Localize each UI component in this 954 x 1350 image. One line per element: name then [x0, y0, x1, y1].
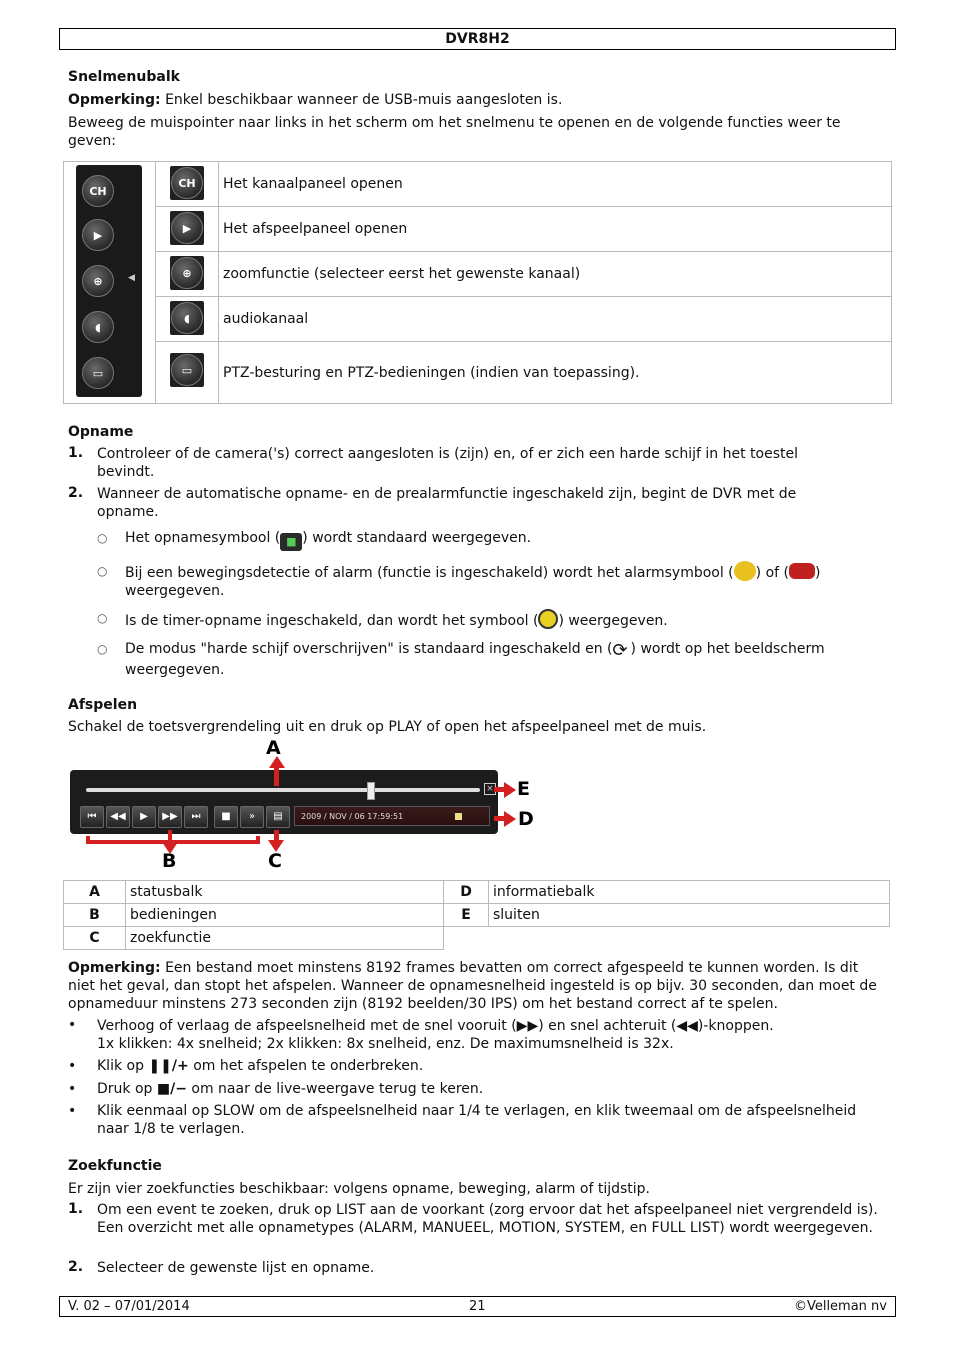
- timer-icon: [538, 609, 558, 629]
- page-number: 21: [469, 1299, 486, 1314]
- next-icon[interactable]: ⏭: [184, 806, 208, 828]
- quickmenu-intro: Beweeg de muispointer naar links in het scherm om het snelmenu te openen en de volgende functies weer te geven:: [68, 115, 841, 149]
- step-text: Controleer of de camera('s) correct aangesloten is (zijn) en, of er zich een harde schijf in het toestel bevindt.: [97, 446, 798, 480]
- footer-version: V. 02 – 07/01/2014: [68, 1299, 190, 1314]
- rewind-icon[interactable]: ◀◀: [106, 806, 130, 828]
- step-number: 1.: [68, 1201, 84, 1217]
- sub-item: Bij een bewegingsdetectie of alarm (functie is ingeschakeld) wordt het alarmsymbool ( ) of ( ) weergegeven.: [125, 561, 860, 600]
- step-number: 2.: [68, 485, 84, 501]
- arrow-d-head: [504, 811, 516, 827]
- sub-bullet: ○: [97, 564, 108, 578]
- label-c: C: [268, 850, 282, 872]
- section-title-opname: Opname: [68, 424, 134, 440]
- legend-key: A: [64, 881, 126, 904]
- page-footer: [59, 1296, 896, 1317]
- status-bar[interactable]: [86, 788, 480, 792]
- record-icon: ■: [280, 533, 302, 551]
- playback-panel: [70, 770, 498, 834]
- sub-item: Het opnamesymbool ( ■ ) wordt standaard weergegeven.: [125, 529, 885, 551]
- label-b: B: [162, 850, 177, 872]
- collapse-arrow-icon: ◀: [128, 273, 135, 283]
- legend-table-right: [443, 880, 890, 927]
- bullet: •: [68, 1017, 77, 1033]
- overwrite-icon: ⟳: [612, 640, 628, 661]
- page-header: DVR8H2: [59, 28, 896, 50]
- quickmenu-table: [63, 161, 892, 404]
- audio-icon: ◖: [82, 311, 114, 343]
- stop-minus-icon: ■/−: [156, 1081, 187, 1097]
- step-number: 1.: [68, 445, 84, 461]
- zoom-icon: ⊕: [171, 257, 203, 289]
- quickmenu-row-label: Het afspeelpaneel openen: [219, 207, 891, 252]
- bullet-text: Druk op ■/− om naar de live-weergave terug te keren.: [97, 1081, 484, 1097]
- legend-value: zoekfunctie: [126, 927, 444, 950]
- legend-value: statusbalk: [126, 881, 444, 904]
- legend-value: informatiebalk: [489, 881, 890, 904]
- arrow-a: [274, 766, 279, 786]
- bullet-text: Verhoog of verlaag de afspeelsnelheid met de snel vooruit (▶▶) en snel achteruit (◀◀)-knoppen. 1x klikken: 4x snelheid; 2x klikken: 8x snelheid, enz. De maximumsnelheid is 32x.: [97, 1018, 774, 1052]
- sub-bullet: ○: [97, 531, 108, 545]
- sub-bullet: ○: [97, 611, 108, 625]
- step-text: Wanneer de automatische opname- en de prealarmfunctie ingeschakeld zijn, begint de DVR met de opname.: [97, 486, 797, 520]
- bullet-text: Klik op ❚❚/+ om het afspelen te onderbreken.: [97, 1058, 424, 1074]
- label-e: E: [517, 778, 530, 800]
- fast-forward-icon[interactable]: ▶▶: [158, 806, 182, 828]
- bullet: •: [68, 1058, 77, 1074]
- legend-key: C: [64, 927, 126, 950]
- arrow-e-head: [504, 782, 516, 798]
- arrow-b: [168, 830, 172, 840]
- info-marker: [455, 813, 462, 820]
- step-text: Selecteer de gewenste lijst en opname.: [97, 1260, 375, 1276]
- search-list-icon[interactable]: ▤: [266, 806, 290, 828]
- previous-icon[interactable]: ⏮: [80, 806, 104, 828]
- close-icon[interactable]: ×: [484, 783, 496, 795]
- label-a: A: [266, 737, 281, 759]
- arrow-a-head: [269, 756, 285, 768]
- legend-key: D: [444, 881, 489, 904]
- rewind-icon: ◀◀: [676, 1018, 698, 1034]
- sub-bullet: ○: [97, 642, 108, 656]
- afspelen-note: Opmerking: Een bestand moet minstens 8192 frames bevatten om correct afgespeeld te kunnen worden. Is dit niet het geval, dan stopt het afspelen. Wanneer de opnamesnelheid ingesteld is op bijv. 30 seconden, dan moet de opnameduur minstens 273 seconden zijn (8192 beelden/30 IPS) om het bestand correct af te spelen.: [68, 960, 877, 1012]
- audio-icon: ◖: [171, 302, 203, 334]
- zoom-icon: ⊕: [82, 265, 114, 297]
- zoek-text: Er zijn vier zoekfuncties beschikbaar: volgens opname, beweging, alarm of tijdstip.: [68, 1181, 650, 1197]
- bullet: •: [68, 1081, 77, 1097]
- step-text: Om een event te zoeken, druk op LIST aan de voorkant (zorg ervoor dat het afspeelpaneel niet vergrendeld is). Een overzicht met alle opnametypes (ALARM, MANUEEL, MOTION, SYSTEM, en FULL LIST) wordt weergegeven.: [97, 1202, 878, 1236]
- play-icon[interactable]: ▶: [132, 806, 156, 828]
- step-number: 2.: [68, 1259, 84, 1275]
- bullet-text: Klik eenmaal op SLOW om de afspeelsnelheid naar 1/4 te verlagen, en klik tweemaal om de afspeelsnelheid naar 1/8 te verlagen.: [97, 1103, 857, 1137]
- quickmenu-row-label: Het kanaalpaneel openen: [219, 162, 891, 207]
- ch-icon: CH: [171, 167, 203, 199]
- motion-alarm-icon: [734, 561, 756, 581]
- quickmenu-panel: [76, 165, 142, 397]
- fast-forward-icon: ▶▶: [516, 1018, 539, 1034]
- quickmenu-note: Opmerking: Enkel beschikbaar wanneer de USB-muis aangesloten is.: [68, 92, 563, 108]
- section-title-afspelen: Afspelen: [68, 697, 138, 713]
- label-d: D: [518, 808, 534, 830]
- legend-value: sluiten: [489, 904, 890, 927]
- status-bar-handle[interactable]: [367, 782, 375, 800]
- legend-key: B: [64, 904, 126, 927]
- sub-item: De modus "harde schijf overschrijven" is standaard ingeschakeld en (⟳ ) wordt op het beeldscherm weergegeven.: [125, 640, 825, 678]
- section-title-zoek: Zoekfunctie: [68, 1158, 162, 1174]
- ch-icon: CH: [82, 175, 114, 207]
- quickmenu-panel-cell: [64, 162, 156, 403]
- afspelen-text: Schakel de toetsvergrendeling uit en druk op PLAY of open het afspeelpaneel met de muis.: [68, 719, 707, 735]
- footer-brand: ©Velleman nv: [793, 1299, 887, 1314]
- ptz-icon: ▭: [171, 354, 203, 386]
- section-title-quickmenu: Snelmenubalk: [68, 69, 180, 85]
- alarm-icon: [789, 563, 815, 579]
- play-icon: ▶: [82, 219, 114, 251]
- quickmenu-row-label: audiokanaal: [219, 297, 891, 342]
- legend-key: E: [444, 904, 489, 927]
- info-bar: 2009 / NOV / 06 17:59:51: [294, 806, 490, 826]
- quickmenu-row-label: PTZ-besturing en PTZ-bedieningen (indien van toepassing).: [223, 364, 640, 381]
- bullet: •: [68, 1103, 77, 1119]
- pause-plus-icon: ❚❚/+: [148, 1058, 189, 1074]
- ptz-icon: ▭: [82, 357, 114, 389]
- stop-icon[interactable]: ■: [214, 806, 238, 828]
- quickmenu-row-label: zoomfunctie (selecteer eerst het gewenste kanaal): [219, 252, 891, 297]
- legend-value: bedieningen: [126, 904, 444, 927]
- slow-icon[interactable]: »: [240, 806, 264, 828]
- play-icon: ▶: [171, 212, 203, 244]
- legend-table-left: [63, 880, 444, 950]
- sub-item: Is de timer-opname ingeschakeld, dan wordt het symbool ( ) weergegeven.: [125, 609, 885, 630]
